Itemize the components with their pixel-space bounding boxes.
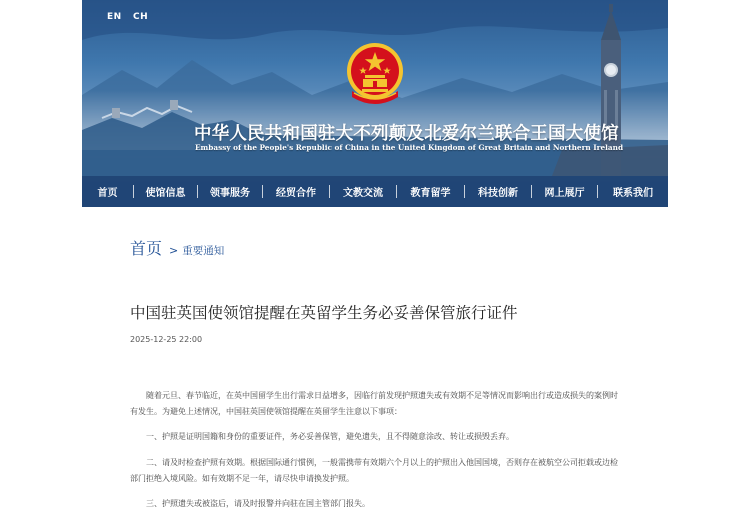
article-paragraph: 二、请及时检查护照有效期。根据国际通行惯例，一般需携带有效期六个月以上的护照出入他国国境，否则存在被航空公司拒载或边检部门拒绝入境风险。如有效期不足一年，请尽快申请换发护照。 bbox=[130, 458, 618, 483]
nav-item-consular-services[interactable]: 领事服务 bbox=[210, 188, 250, 199]
article-paragraph: 三、护照遗失或被盗后，请及时报警并向驻在国主管部门报失。 bbox=[146, 499, 370, 508]
nav-item-home[interactable]: 首页 bbox=[97, 188, 118, 199]
article-paragraph: 一、护照是证明国籍和身份的重要证件，务必妥善保管，避免遗失，且不得随意涂改、转让或损毁丢弃。 bbox=[146, 432, 514, 441]
nav-item-economic-trade[interactable]: 经贸合作 bbox=[276, 188, 316, 199]
article-title: 中国驻英国使领馆提醒在英留学生务必妥善保管旅行证件 bbox=[130, 304, 518, 322]
language-ch-link[interactable]: CH bbox=[133, 12, 149, 22]
nav-item-online-exhibition[interactable]: 网上展厅 bbox=[544, 188, 585, 199]
national-emblem-icon bbox=[344, 41, 406, 107]
embassy-title-chinese: 中华人民共和国驻大不列颠及北爱尔兰联合王国大使馆 bbox=[194, 124, 619, 144]
header-banner bbox=[82, 0, 668, 207]
article-paragraph: 随着元旦、春节临近，在英中国留学生出行需求日益增多，因临行前发现护照遗失或有效期不足等情况而影响出行或造成损失的案例时有发生。为避免上述情况，中国驻英国使领馆提醒在英留学生注意以下事项： bbox=[130, 391, 618, 416]
breadcrumb bbox=[130, 236, 224, 259]
embassy-title-english: Embassy of the People's Republic of China in the United Kingdom of Great Britain and Northern Ireland bbox=[195, 143, 624, 152]
main-navigation bbox=[82, 176, 668, 207]
nav-item-contact-us[interactable]: 联系我们 bbox=[613, 188, 653, 199]
breadcrumb-separator: > bbox=[169, 244, 179, 257]
language-en-link[interactable]: EN bbox=[107, 12, 122, 22]
breadcrumb-home-link[interactable]: 首页 bbox=[130, 239, 163, 258]
nav-item-embassy-info[interactable]: 使馆信息 bbox=[145, 188, 186, 199]
nav-item-cultural-exchange[interactable]: 文教交流 bbox=[343, 188, 383, 199]
nav-item-science-tech[interactable]: 科技创新 bbox=[478, 188, 518, 199]
breadcrumb-current-link[interactable]: 重要通知 bbox=[182, 245, 225, 257]
nav-item-education[interactable]: 教育留学 bbox=[410, 188, 451, 199]
site-container bbox=[82, 0, 668, 508]
article-date: 2025-12-25 22:00 bbox=[130, 335, 203, 344]
